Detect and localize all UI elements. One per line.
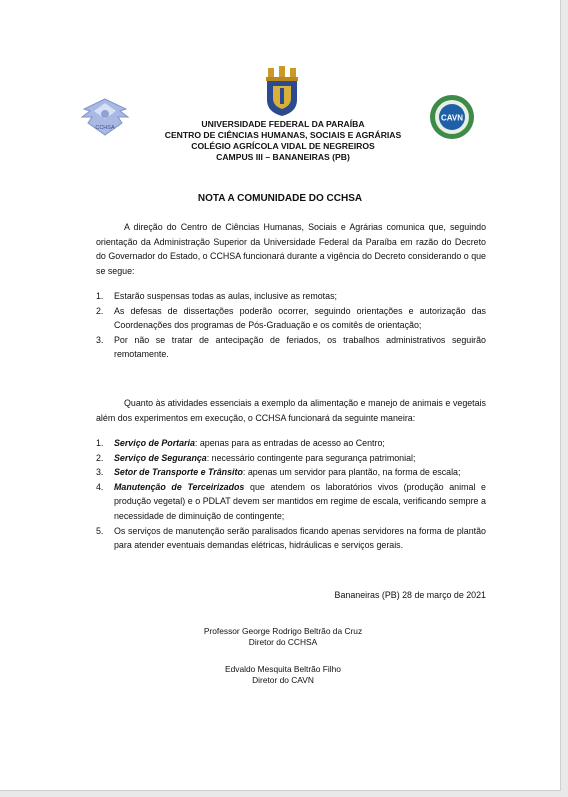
- signatory-role: Diretor do CAVN: [252, 675, 314, 685]
- intro-paragraph: A direção do Centro de Ciências Humanas, Sociais e Agrárias comunica que, seguindo orientação da Administração Superior da Universidade Federal da Paraíba em razão do Decreto do Governador do Estado, o CCHSA funcionará durante a vigência do Decreto considerando o que se segue:: [96, 222, 486, 276]
- list-item: 1. Serviço de Portaria: apenas para as entradas de acesso ao Centro;: [96, 438, 385, 448]
- essential-activities-paragraph: Quanto às atividades essenciais a exemplo da alimentação e manejo de animais e vegetais além dos experimentos em execução, o CCHSA funcionará da seguinte maneira:: [96, 398, 486, 423]
- signature-block: [110, 626, 456, 648]
- item-label: Serviço de Portaria: [114, 438, 195, 448]
- item-label: Setor de Transporte e Trânsito: [114, 467, 243, 478]
- cchsa-logo-text: CCHSA: [95, 125, 115, 131]
- header-center: CENTRO DE CIÊNCIAS HUMANAS, SOCIAIS E AGRÁRIAS: [164, 130, 402, 140]
- cavn-seal-text: CAVN: [440, 113, 464, 123]
- list-item: 2. As defesas de dissertações poderão ocorrer, seguindo orientações e autorização das Coordenações dos programas de Pós-Graduação e os comitês de orientação;: [96, 305, 486, 331]
- signatory-name: Professor George Rodrigo Beltrão da Cruz: [203, 626, 363, 636]
- institution-header: [110, 119, 456, 163]
- document-title: NOTA A COMUNIDADE DO CCHSA: [197, 193, 363, 204]
- list-item: 3. Por não se tratar de antecipação de feriados, os trabalhos administrativos seguirão remotamente.: [96, 334, 486, 360]
- signature-block: [110, 664, 456, 686]
- header-college: COLÉGIO AGRÍCOLA VIDAL DE NEGREIROS: [191, 141, 375, 151]
- suspension-list: [96, 289, 486, 362]
- list-item: 3. Setor de Transporte e Trânsito: apenas um servidor para plantão, na forma de escala;: [96, 467, 461, 478]
- operations-list: [96, 436, 486, 553]
- item-label: Serviço de Segurança: [114, 452, 207, 463]
- header-university: UNIVERSIDADE FEDERAL DA PARAÍBA: [201, 119, 365, 129]
- list-item: 1. Estarão suspensas todas as aulas, inclusive as remotas;: [96, 291, 337, 301]
- date-line: Bananeiras (PB) 28 de março de 2021: [334, 590, 486, 600]
- signatory-name: Edvaldo Mesquita Beltrão Filho: [225, 664, 341, 674]
- list-item: 5. Os serviços de manutenção serão paralisados ficando apenas servidores na forma de plantão para atender eventuais demandas elétricas, hidráulicas e serviços gerais.: [96, 525, 486, 551]
- signatory-role: Diretor do CCHSA: [248, 637, 318, 647]
- list-item: 4. Manutenção de Terceirizados que atendem os laboratórios vivos (produção animal e produção vegetal) e o PDLAT devem ser mantidos em regime de escala, verificando sempre a necessidade de diminuição de contingente;: [96, 481, 486, 521]
- list-item: 2. Serviço de Segurança: necessário contingente para segurança patrimonial;: [96, 452, 416, 463]
- ufpb-crest: [262, 66, 302, 116]
- header-campus: CAMPUS III – BANANEIRAS (PB): [216, 152, 350, 162]
- item-label: Manutenção de Terceirizados: [114, 481, 245, 492]
